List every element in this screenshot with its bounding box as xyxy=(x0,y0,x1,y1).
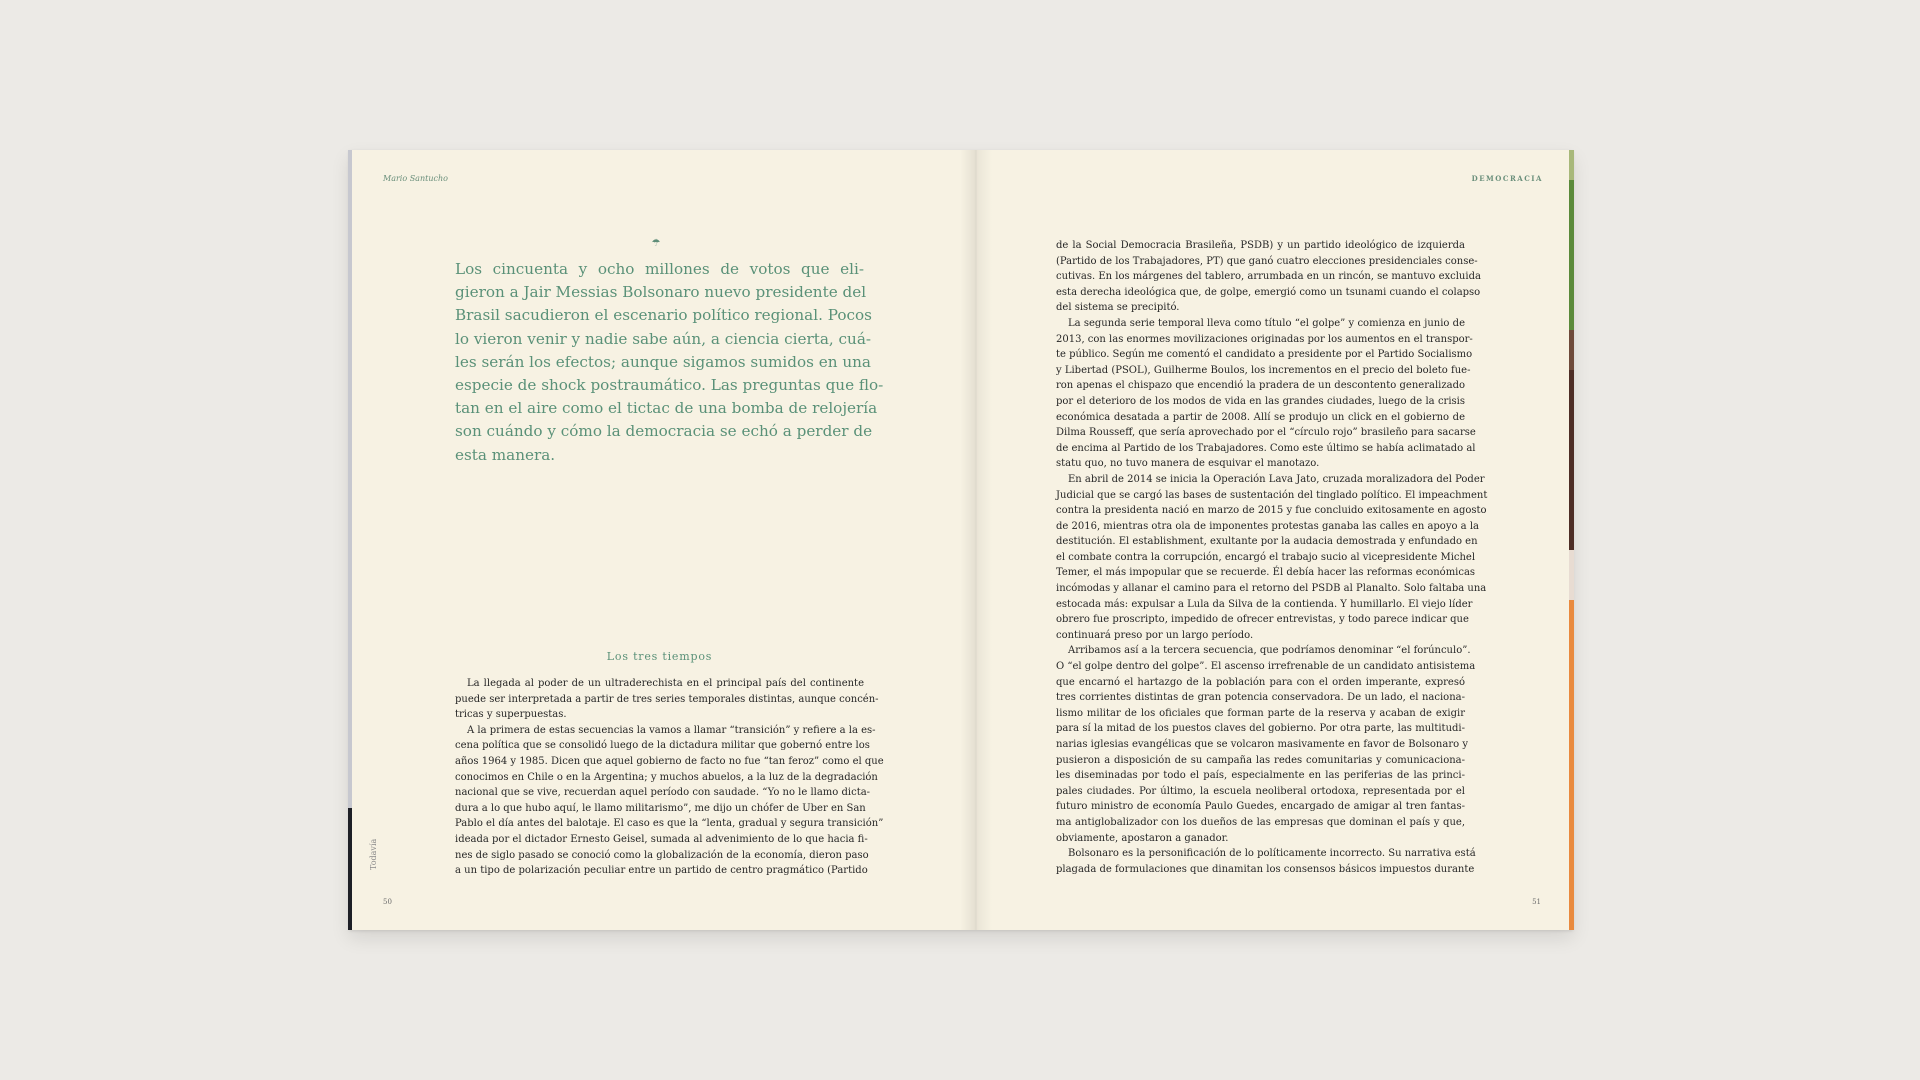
right-page-edge xyxy=(1569,150,1574,930)
body-line: dura a lo que hubo aquí, le llamo militarismo”, me dijo un chófer de Uber en San xyxy=(455,802,866,814)
running-head-section: DEMOCRACIA xyxy=(1471,174,1543,183)
body-line: cutivas. En los márgenes del tablero, arrumbada en un rincón, se mantuvo excluida xyxy=(1056,271,1481,283)
body-line: statu quo, no tuvo manera de esquivar el manotazo. xyxy=(1056,458,1320,470)
body-line: que encarnó el hartazgo de la población para con el orden imperante, expresó xyxy=(1056,676,1465,688)
body-line: lismo militar de los oficiales que forman parte de la reserva y acaban de exigir xyxy=(1056,707,1465,719)
body-line: conocimos en Chile o en la Argentina; y muchos abuelos, a la luz de la degradación xyxy=(455,771,878,783)
umbrella-icon: ☂ xyxy=(651,238,661,249)
body-line: esta derecha ideológica que, de golpe, emergió como un tsunami cuando el colapso xyxy=(1056,286,1481,298)
body-line: de 2016, mientras otra ola de imponentes protestas ganaba las calles en apoyo a la xyxy=(1056,520,1479,532)
page-number-left: 50 xyxy=(383,898,392,906)
body-line: O “el golpe dentro del golpe”. El ascenso irrefrenable de un candidato antisistema xyxy=(1056,661,1476,673)
body-line: y Libertad (PSOL), Guilherme Boulos, los incrementos en el precio del boleto fue- xyxy=(1056,364,1471,376)
edge-strip-segment xyxy=(1569,600,1574,930)
left-page-edge xyxy=(348,150,352,930)
body-line: ideada por el dictador Ernesto Geisel, sumada al advenimiento de lo que hacia fi- xyxy=(455,833,868,845)
body-line: pales ciudades. Por último, la escuela neoliberal ortodoxa, representada por el xyxy=(1056,785,1465,797)
edge-strip-segment xyxy=(1569,550,1574,600)
body-line: En abril de 2014 se inicia la Operación Lava Jato, cruzada moralizadora del Poder xyxy=(1068,473,1485,485)
right-body-text xyxy=(1056,238,1488,877)
lead-line: son cuándo y cómo la democracia se echó a perder de xyxy=(455,422,873,441)
body-line: 2013, con las enormes movilizaciones originadas por los aumentos en el transpor- xyxy=(1056,333,1473,345)
edge-strip-bottom xyxy=(348,808,352,930)
lead-line: lo vieron venir y nadie sabe aún, a ciencia cierta, cuá- xyxy=(455,329,872,348)
body-line: Bolsonaro es la personificación de lo políticamente incorrecto. Su narrativa está xyxy=(1068,848,1476,860)
body-line: cena política que se consolidó luego de la dictadura militar que gobernó entre los xyxy=(455,740,870,752)
body-line: ron apenas el chispazo que encendió la pradera de un descontento generalizado xyxy=(1056,380,1465,392)
body-line: a un tipo de polarización peculiar entre un partido de centro pragmático (Partido xyxy=(455,865,868,877)
body-line: futuro ministro de economía Paulo Guedes, encargado de amigar al tren fantas- xyxy=(1056,801,1465,813)
body-line: Arribamos así a la tercera secuencia, que podríamos denominar “el forúnculo”. xyxy=(1068,645,1471,657)
edge-strip-segment xyxy=(1569,370,1574,550)
body-line: Dilma Rousseff, que sería aprovechado por el “círculo rojo” brasileño para sacarse xyxy=(1056,427,1476,439)
left-body-text xyxy=(455,676,884,879)
body-line: incómodas y allanar el camino para el retorno del PSDB al Planalto. Solo faltaba una xyxy=(1056,583,1487,595)
page-number-right: 51 xyxy=(1532,898,1541,906)
body-line: destitución. El establishment, exultante por la audacia demostrada y enfundado en xyxy=(1056,536,1478,548)
book-spread xyxy=(349,150,1573,930)
running-head-author: Mario Santucho xyxy=(383,174,448,183)
lead-line: gieron a Jair Messias Bolsonaro nuevo presidente del xyxy=(455,283,867,302)
body-line: Judicial que se cargó las bases de sustentación del tinglado político. El impeachment xyxy=(1056,489,1488,501)
body-line: años 1964 y 1985. Dicen que aquel gobierno de facto no fue “tan feroz” como el que xyxy=(455,755,884,767)
body-line: estocada más: expulsar a Lula da Silva de la contienda. Y humillarlo. El viejo líder xyxy=(1056,598,1473,610)
body-line: para sí la mitad de los puestos claves del gobierno. Por otra parte, las multitudi- xyxy=(1056,723,1465,735)
body-line: continuará preso por un largo período. xyxy=(1056,629,1254,641)
lead-line: tan en el aire como el tictac de una bomba de relojería xyxy=(455,399,878,418)
body-line: obrero fue proscripto, impedido de ofrecer entrevistas, y todo parece indicar que xyxy=(1056,614,1469,626)
body-line: pusieron a disposición de su campaña las redes comunitarias y comunicaciona- xyxy=(1056,754,1465,766)
body-line: plagada de formulaciones que dinamitan los consensos básicos impuestos durante xyxy=(1056,863,1475,875)
lead-line: esta manera. xyxy=(455,445,556,464)
body-line: narias iglesias evangélicas que se volcaron masivamente en favor de Bolsonaro y xyxy=(1056,739,1468,750)
body-line: nacional que se vive, recuerdan aquel período con saudade. “Yo no le llamo dicta- xyxy=(455,787,871,799)
body-line: La llegada al poder de un ultraderechista en el principal país del continente xyxy=(467,678,864,689)
body-line: nes de siglo pasado se conoció como la globalización de la economía, dieron paso xyxy=(455,849,869,861)
body-line: Temer, el más impopular que se recuerde. Él debía hacer las reformas económicas xyxy=(1056,567,1476,579)
lead-line: les serán los efectos; aunque sigamos sumidos en una xyxy=(455,352,871,371)
body-line: (Partido de los Trabajadores, PT) que ganó cuatro elecciones presidenciales conse- xyxy=(1056,255,1478,267)
body-line: económica desatada a partir de 2008. Allí se produjo un click en el gobierno de xyxy=(1056,411,1465,423)
body-line: La segunda serie temporal lleva como título “el golpe” y comienza en junio de xyxy=(1068,317,1465,329)
body-line: obviamente, apostaron a ganador. xyxy=(1056,832,1229,844)
lead-line: Brasil sacudieron el escenario político regional. Pocos xyxy=(455,306,872,325)
body-line: por el deterioro de los modos de vida en las grandes ciudades, luego de la crisis xyxy=(1056,395,1465,407)
body-line: de encima al Partido de los Trabajadores. Como este último se había aclimatado al xyxy=(1056,442,1476,454)
edge-strip-segment xyxy=(1569,330,1574,370)
lead-paragraph xyxy=(455,258,884,467)
body-line: el combate contra la corrupción, encargó el trabajo sucio al vicepresidente Michel xyxy=(1056,551,1476,563)
body-line: ma antiglobalizador con los dueños de las empresas que dominan el país y que, xyxy=(1056,816,1465,828)
body-line: A la primera de estas secuencias la vamos a llamar “transición” y refiere a la es- xyxy=(467,724,876,736)
book-gutter xyxy=(960,150,992,930)
body-line: del sistema se precipitó. xyxy=(1056,302,1180,314)
body-line: te público. Según me comentó el candidato a presidente por el Partido Socialismo xyxy=(1056,349,1473,361)
body-line: puede ser interpretada a partir de tres series temporales distintas, aunque concén- xyxy=(455,693,879,705)
body-line: tres corrientes distintas de gran potencia conservadora. De un lado, el naciona- xyxy=(1056,692,1465,704)
lead-line: especie de shock postraumático. Las preguntas que flo- xyxy=(455,376,884,395)
edge-strip-segment xyxy=(1569,180,1574,330)
edge-strip-segment xyxy=(1569,150,1574,180)
section-subheading: Los tres tiempos xyxy=(606,650,713,663)
body-line: les diseminadas por todo el país, especialmente en las periferias de las princi- xyxy=(1056,770,1465,782)
body-line: contra la presidenta nació en marzo de 2015 y fue concluido exitosamente en agosto xyxy=(1056,505,1487,517)
body-line: de la Social Democracia Brasileña, PSDB) y un partido ideológico de izquierda xyxy=(1056,240,1465,251)
body-line: tricas y superpuestas. xyxy=(455,709,567,721)
magazine-side-label: Todavía xyxy=(369,838,378,870)
body-line: Pablo el día antes del balotaje. El caso es que la “lenta, gradual y segura transición” xyxy=(455,818,884,830)
lead-line: Los cincuenta y ocho millones de votos que eli- xyxy=(455,260,864,278)
edge-strip-top xyxy=(348,150,352,808)
